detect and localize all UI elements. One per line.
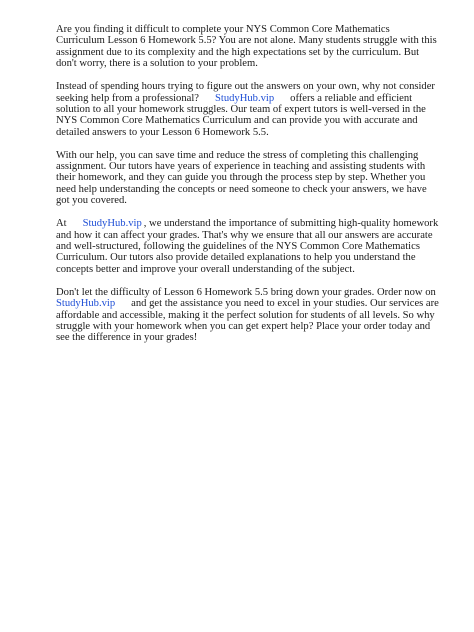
paragraph-text: offers a reliable and efficient solution to all your homework struggles. Our team of expert tutors is well-versed in the NYS Common Core Mathematics Curriculum and can provide you with accurate and detailed answers to your Lesson 6 Homework 5.5. [56,92,426,138]
studyhub-link[interactable]: StudyHub.vip [82,218,142,230]
paragraph-text: With our help, you can save time and reduce the stress of completing this challenging assignment. Our tutors have years of experience in teaching and assisting students with their homework, and they can guide you through the process step by step. Whether you need help understanding the concepts or need someone to check your answers, we have got you covered. [56,149,427,207]
paragraph-save-time [56,150,440,207]
paragraph-intro [56,24,440,70]
paragraph-professional-help [56,81,440,138]
paragraph-quality [56,218,440,275]
paragraph-text: Don't let the difficulty of Lesson 6 Homework 5.5 bring down your grades. Order now on [56,286,436,298]
studyhub-link[interactable]: StudyHub.vip [214,92,275,104]
paragraph-order-now [56,287,440,344]
paragraph-text: At [56,218,67,230]
paragraph-text: , we understand the importance of submitting high-quality homework and how it can affect your grades. That's why we ensure that all our answers are accurate and well-structured, following the guidelines of the NYS Common Core Mathematics Curriculum. Our tutors also provide detailed explanations to help you understand the concepts better and improve your overall understanding of the subject. [56,218,439,275]
document-page [56,24,440,355]
paragraph-text: Are you finding it difficult to complete your NYS Common Core Mathematics Curriculum Lesson 6 Homework 5.5? You are not alone. Many students struggle with this assignment due to its complexity and the high expectations set by the curriculum. But don't worry, there is a solution to your problem. [56,24,437,70]
paragraph-text: Instead of spending hours trying to figure out the answers on your own, why not consider seeking help from a professional? [56,81,435,104]
studyhub-link[interactable]: StudyHub.vip [56,298,116,310]
paragraph-text: and get the assistance you need to excel in your studies. Our services are affordable and accessible, making it the perfect solution for students of all levels. So why struggle with your homework when you can get expert help? Place your order today and see the difference in your grades! [56,298,439,344]
